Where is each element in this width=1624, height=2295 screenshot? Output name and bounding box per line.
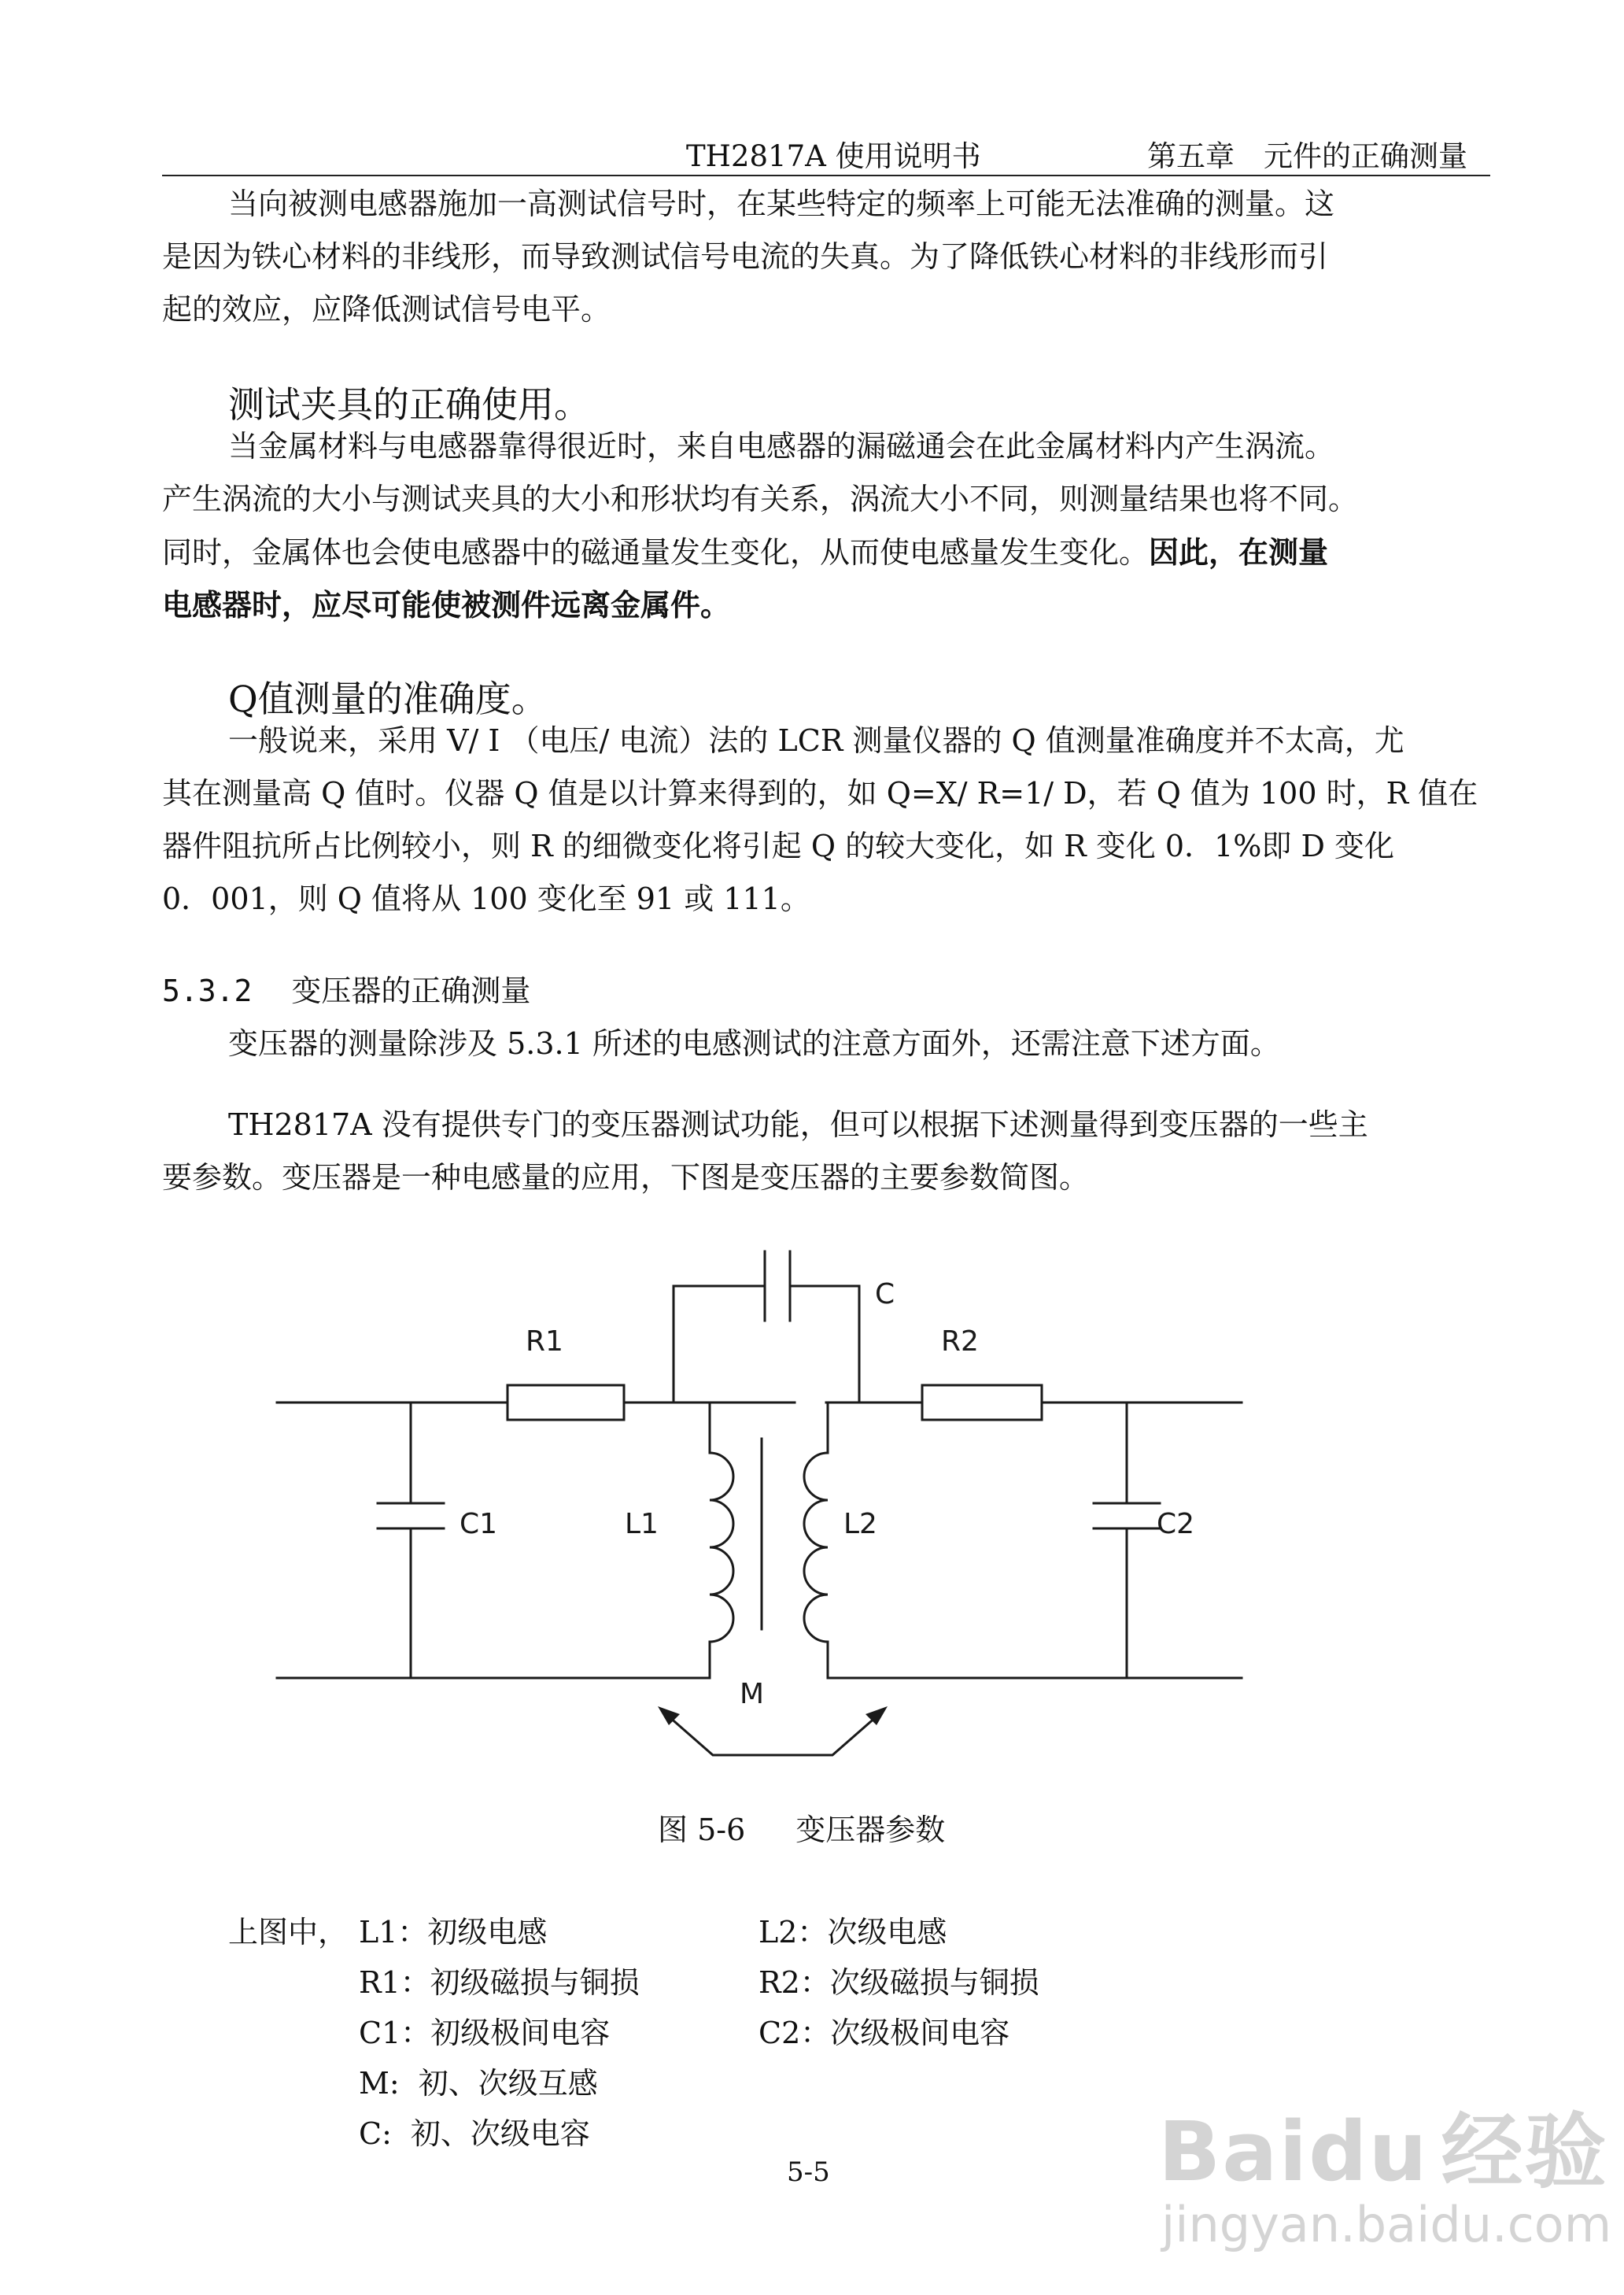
legend-item xyxy=(359,1958,640,2001)
text-line: TH2817A 没有提供专门的变压器测试功能，但可以根据下述测量得到变压器的一些主 xyxy=(228,1107,1368,1142)
legend-item xyxy=(359,2109,590,2153)
legend-key: C: xyxy=(359,2116,392,2151)
legend-desc: 次级电感 xyxy=(827,1915,947,1949)
watermark-logo xyxy=(1158,2086,1608,2204)
text-line: 要参数。变压器是一种电感量的应用，下图是变压器的主要参数简图。 xyxy=(162,1160,1090,1195)
header-rule xyxy=(162,175,1490,176)
watermark-url: jingyan.baidu.com xyxy=(1161,2196,1612,2253)
q-paragraph xyxy=(162,715,1490,926)
figure-number: 图 5-6 xyxy=(658,1813,746,1847)
transformer-circuit-diagram xyxy=(0,1212,1624,1787)
legend-item xyxy=(758,1958,1039,2001)
intro-paragraph xyxy=(162,178,1490,336)
label-r2: R2 xyxy=(941,1325,979,1358)
legend-desc: 次级极间电容 xyxy=(830,2016,1010,2050)
legend-key: L2： xyxy=(758,1915,828,1949)
text-line: 起的效应，应降低测试信号电平。 xyxy=(162,292,611,327)
fixture-paragraph xyxy=(162,420,1490,631)
text-line: 器件阻抗所占比例较小，则 R 的细微变化将引起 Q 的较大变化，如 R 变化 0．1%即 D 变化 xyxy=(162,829,1395,863)
legend-key: R1： xyxy=(359,1965,430,2000)
header-doc-title: TH2817A 使用说明书 xyxy=(686,139,981,173)
text-line: 产生涡流的大小与测试夹具的大小和形状均有关系，涡流大小不同，则测量结果也将不同。 xyxy=(162,482,1359,516)
legend-item xyxy=(758,1908,947,1951)
resistor-r1 xyxy=(507,1385,624,1420)
legend-desc: 初级电感 xyxy=(427,1915,548,1949)
label-c: C xyxy=(875,1278,895,1310)
legend-desc: 初、次级电容 xyxy=(410,2116,590,2151)
text-line: 电感器时，应尽可能使被测件远离金属件。 xyxy=(162,587,731,623)
text-line: 变压器的测量除涉及 5.3.1 所述的电感测试的注意方面外，还需注意下述方面。 xyxy=(228,1026,1280,1061)
mutual-inductance-arrow xyxy=(663,1711,883,1755)
label-c1: C1 xyxy=(460,1508,498,1540)
label-l2: L2 xyxy=(843,1508,877,1540)
watermark-brand: Baidu xyxy=(1158,2104,1429,2200)
legend-key: L1： xyxy=(359,1915,428,1949)
section-532-paragraph xyxy=(162,1099,1490,1204)
legend-key: R2： xyxy=(758,1965,830,2000)
figure-caption xyxy=(658,1805,945,1849)
section-title xyxy=(162,965,1490,1018)
section-heading-q: Q值测量的准确度。 xyxy=(228,678,548,720)
watermark-brand-cn: 经验 xyxy=(1441,2104,1608,2200)
text-segment: 同时，金属体也会使电感器中的磁通量发生变化，从而使电感量发生变化。 xyxy=(162,535,1150,570)
section-title-text: 变压器的正确测量 xyxy=(291,974,531,1008)
legend-desc: 次级磁损与铜损 xyxy=(829,1965,1039,2000)
legend-item xyxy=(359,2009,610,2052)
legend-key: M: xyxy=(359,2066,400,2101)
legend-item xyxy=(359,2059,598,2102)
text-line: 当金属材料与电感器靠得很近时，来自电感器的漏磁通会在此金属材料内产生涡流。 xyxy=(228,429,1335,464)
section-heading-fixture: 测试夹具的正确使用。 xyxy=(228,383,590,426)
section-number: 5.3.2 xyxy=(162,974,253,1008)
bold-text-segment: 因此，在测量 xyxy=(1149,534,1329,570)
text-line: 当向被测电感器施加一高测试信号时，在某些特定的频率上可能无法准确的测量。这 xyxy=(228,187,1335,221)
label-l1: L1 xyxy=(625,1508,659,1540)
text-line: 一般说来，采用 V/ I （电压/ 电流）法的 LCR 测量仪器的 Q 值测量准确度并不太高，尤 xyxy=(228,723,1404,758)
inductor-l2-coil xyxy=(804,1453,828,1642)
legend-desc: 初级极间电容 xyxy=(430,2016,611,2050)
legend-key: C1： xyxy=(359,2016,431,2050)
text-line: 0．001，则 Q 值将从 100 变化至 91 或 111。 xyxy=(162,881,810,916)
legend-item xyxy=(758,2009,1009,2052)
legend-key: C2： xyxy=(758,2016,831,2050)
text-line xyxy=(162,526,1490,578)
legend-desc: 初、次级互感 xyxy=(418,2066,598,2101)
label-m: M xyxy=(740,1678,765,1710)
legend-item xyxy=(359,1908,547,1951)
inductor-l1-coil xyxy=(710,1453,733,1642)
label-c2: C2 xyxy=(1157,1508,1195,1540)
legend-desc: 初级磁损与铜损 xyxy=(430,1965,640,2000)
label-r1: R1 xyxy=(526,1325,563,1358)
legend-prefix: 上图中， xyxy=(228,1915,349,1949)
text-line: 是因为铁心材料的非线形，而导致测试信号电流的失真。为了降低铁心材料的非线形而引 xyxy=(162,239,1329,274)
header-chapter: 第五章 元件的正确测量 xyxy=(1147,139,1467,173)
page-number: 5-5 xyxy=(787,2156,830,2188)
resistor-r2 xyxy=(922,1385,1042,1420)
text-line: 其在测量高 Q 值时。仪器 Q 值是以计算来得到的，如 Q=X/ R=1/ D，若 Q 值为 100 时，R 值在 xyxy=(162,776,1478,811)
section-532 xyxy=(162,965,1490,1070)
figure-title: 变压器参数 xyxy=(795,1813,946,1847)
